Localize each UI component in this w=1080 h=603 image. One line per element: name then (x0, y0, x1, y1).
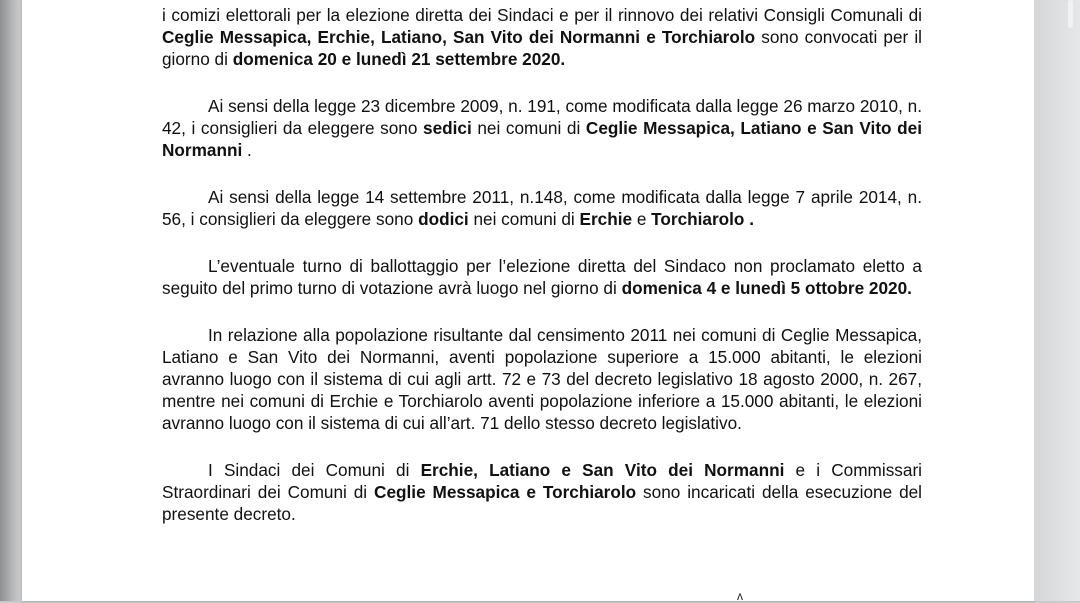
viewer-left-margin (0, 0, 22, 601)
paragraph (162, 459, 922, 525)
text-run: nei comuni di (471, 118, 586, 138)
bold-text: Ceglie Messapica e Torchiarolo (374, 482, 637, 502)
text-run: L’eventuale turno di ballottaggio per l’elezione diretta del Sindaco non proclamato eletto a seguito del primo turno di votazione avrà luogo nel giorno di (162, 256, 922, 298)
bold-text: domenica 20 e lunedì 21 settembre 2020. (232, 49, 566, 69)
text-run: sono convocati per il giorno di (162, 27, 922, 69)
text-run: sono incaricati della esecuzione del presente decreto. (162, 482, 923, 524)
text-run: Ai sensi della legge 14 settembre 2011, n.148, come modificata dalla legge 7 aprile 2014, n. 56, i consiglieri da eleggere sono (162, 187, 922, 229)
paragraph (162, 4, 922, 70)
paragraph (162, 186, 922, 230)
text-run: I Sindaci dei Comuni di (208, 460, 421, 480)
text-run: Ai sensi della legge 23 dicembre 2009, n. 191, come modificata dalla legge 26 marzo 2010, n. 42, i consiglieri da eleggere sono (162, 96, 922, 138)
viewer-right-margin (1034, 0, 1080, 601)
text-run: e i Commissari Straordinari dei Comuni di (162, 460, 922, 502)
scrollbar-thumb[interactable] (1068, 0, 1073, 28)
text-run: i comizi elettorali per la elezione diretta dei Sindaci e per il rinnovo dei relativi Consigli Comunali di (162, 5, 922, 25)
paragraph (162, 324, 922, 434)
document-body (162, 4, 922, 550)
text-run: e (632, 209, 652, 229)
bold-text: sedici (423, 118, 472, 138)
paragraph (162, 95, 922, 161)
paragraph (162, 255, 922, 299)
bold-text: Ceglie Messapica, Latiano e San Vito dei Normanni (162, 118, 922, 160)
text-run: nei comuni di (468, 209, 580, 229)
bold-text: Torchiarolo . (651, 209, 754, 229)
text-run: In relazione alla popolazione risultante dal censimento 2011 nei comuni di Ceglie Messapica, Latiano e San Vito dei Normanni, aventi popolazione superiore a 15.000 abitanti, le elezioni avranno luogo con il sistema di cui agli artt. 72 e 73 del decreto legislativo 18 agosto 2000, n. 267, mentre nei comuni di Erchie e Torchiarolo aventi popolazione inferiore a 15.000 abitanti, le elezioni avranno luogo con il sistema di cui all’art. 71 dello stesso decreto legislativo. (162, 325, 922, 433)
bold-text: Erchie, Latiano e San Vito dei Normanni (420, 460, 785, 480)
bold-text: Ceglie Messapica, Erchie, Latiano, San Vito dei Normanni e Torchiarolo (162, 27, 756, 47)
bold-text: Erchie (579, 209, 633, 229)
text-run: . (242, 140, 252, 160)
bold-text: dodici (418, 209, 469, 229)
signature-mark-fragment: ʌ (737, 589, 743, 603)
bold-text: domenica 4 e lunedì 5 ottobre 2020. (621, 278, 912, 298)
